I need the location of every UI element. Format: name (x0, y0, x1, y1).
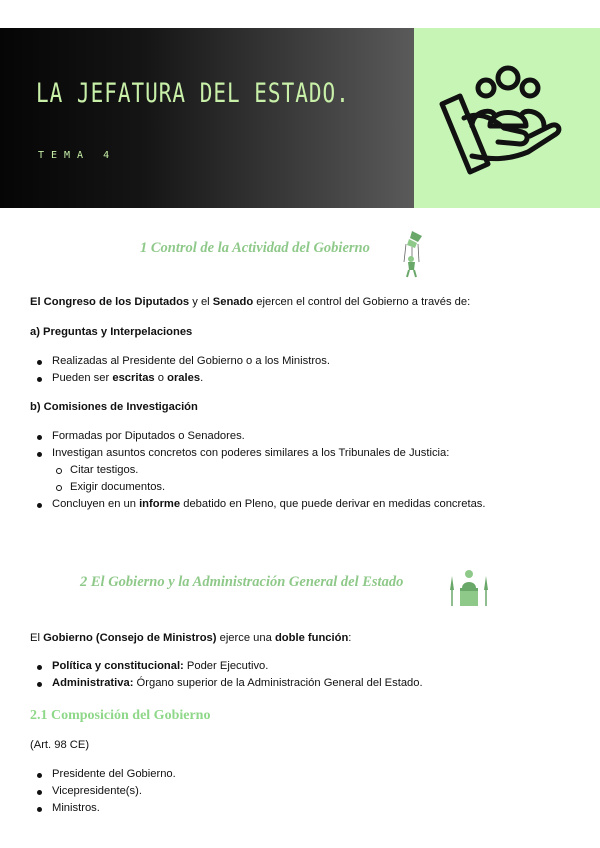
composition-heading: 2.1 Composición del Gobierno (30, 708, 211, 723)
control-intro: El Congreso de los Diputados y el Senado ejercen el control del Gobierno a través de: (30, 296, 471, 308)
commissions-heading: b) Comisiones de Investigación (30, 401, 198, 413)
sub-list-item: Citar testigos. (0, 464, 486, 481)
list-item: Pueden ser escritas o orales. (0, 372, 330, 389)
helping-hand-people-icon (438, 56, 568, 176)
sub-list-item: Exigir documentos. (0, 481, 486, 498)
commissions-list (0, 430, 486, 515)
list-item: Concluyen en un informe debatido en Pleno, que puede derivar en medidas concretas. (0, 498, 486, 515)
composition-list (0, 768, 176, 819)
header-icon-panel (414, 28, 600, 208)
document-title: LA JEFATURA DEL ESTADO. (36, 78, 350, 108)
section-heading-control: 1 Control de la Actividad del Gobierno (140, 240, 370, 256)
list-item: Investigan asuntos concretos con poderes similares a los Tribunales de Justicia: (0, 447, 486, 464)
list-item: Realizadas al Presidente del Gobierno o a los Ministros. (0, 355, 330, 372)
list-item: Política y constitucional: Poder Ejecutivo. (0, 660, 423, 677)
puppet-hand-icon (398, 228, 430, 278)
article-note: (Art. 98 CE) (30, 739, 90, 751)
questions-list (0, 355, 330, 389)
list-item: Formadas por Diputados o Senadores. (0, 430, 486, 447)
questions-heading: a) Preguntas y Interpelaciones (30, 326, 193, 338)
document-subtitle: TEMA 4 (38, 150, 117, 161)
header-banner (0, 28, 600, 208)
list-item: Vicepresidente(s). (0, 785, 176, 802)
list-item: Presidente del Gobierno. (0, 768, 176, 785)
podium-speaker-icon (448, 566, 490, 608)
header-title-panel (0, 28, 414, 208)
section-heading-government: 2 El Gobierno y la Administración General del Estado (80, 574, 404, 590)
functions-list (0, 660, 423, 694)
list-item: Administrativa: Órgano superior de la Administración General del Estado. (0, 677, 423, 694)
government-intro: El Gobierno (Consejo de Ministros) ejerce una doble función: (30, 632, 352, 644)
list-item: Ministros. (0, 802, 176, 819)
